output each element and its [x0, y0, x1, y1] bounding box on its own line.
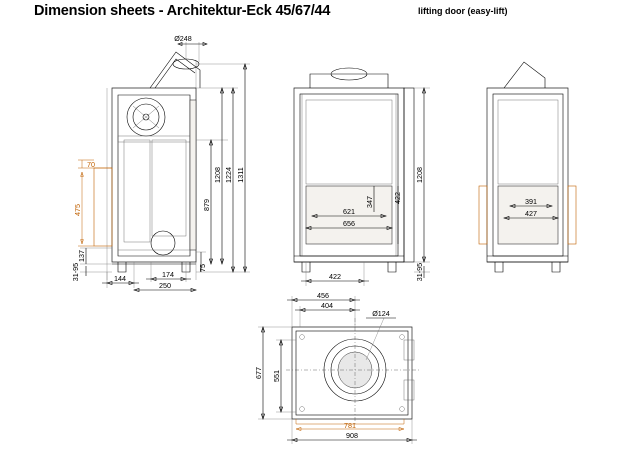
dim-label: 174 — [162, 270, 174, 279]
dim-label: 677 — [254, 367, 263, 379]
dim-label: 31-95 — [415, 262, 424, 282]
dim-label: 391 — [525, 197, 537, 206]
dim-label: 621 — [343, 207, 355, 216]
dim-label: 879 — [202, 199, 211, 211]
dim-label: 427 — [525, 209, 537, 218]
dim-label: 70 — [87, 160, 95, 169]
dim-label: Ø124 — [372, 309, 390, 318]
dim-label: 908 — [346, 431, 358, 440]
dim-label: 404 — [321, 301, 333, 310]
top-view — [254, 291, 420, 444]
dim-label: 31-95 — [71, 262, 80, 282]
dim-label: 475 — [73, 204, 82, 216]
dim-label: 422 — [329, 272, 341, 281]
dim-label: 422 — [393, 192, 402, 204]
page-subtitle: lifting door (easy-lift) — [418, 6, 508, 16]
dim-label: 656 — [343, 219, 355, 228]
dim-label: 1224 — [224, 167, 233, 183]
dim-label: 1311 — [236, 167, 245, 183]
dim-label: 250 — [159, 281, 171, 290]
dim-label: Ø248 — [174, 34, 192, 43]
dim-label: 781 — [344, 421, 356, 430]
side-section-view — [71, 34, 250, 292]
dim-label: 1208 — [415, 167, 424, 183]
front-view — [294, 68, 430, 286]
page-title: Dimension sheets - Architektur-Eck 45/67/44 — [34, 3, 331, 19]
dim-label: 144 — [114, 274, 126, 283]
dim-label: 347 — [365, 196, 374, 208]
rear-side-view — [479, 62, 576, 272]
dim-label: 137 — [77, 250, 86, 262]
dim-label: 456 — [317, 291, 329, 300]
dim-label: 75 — [198, 264, 207, 272]
dim-label: 1208 — [213, 167, 222, 183]
dim-label: 551 — [272, 370, 281, 382]
